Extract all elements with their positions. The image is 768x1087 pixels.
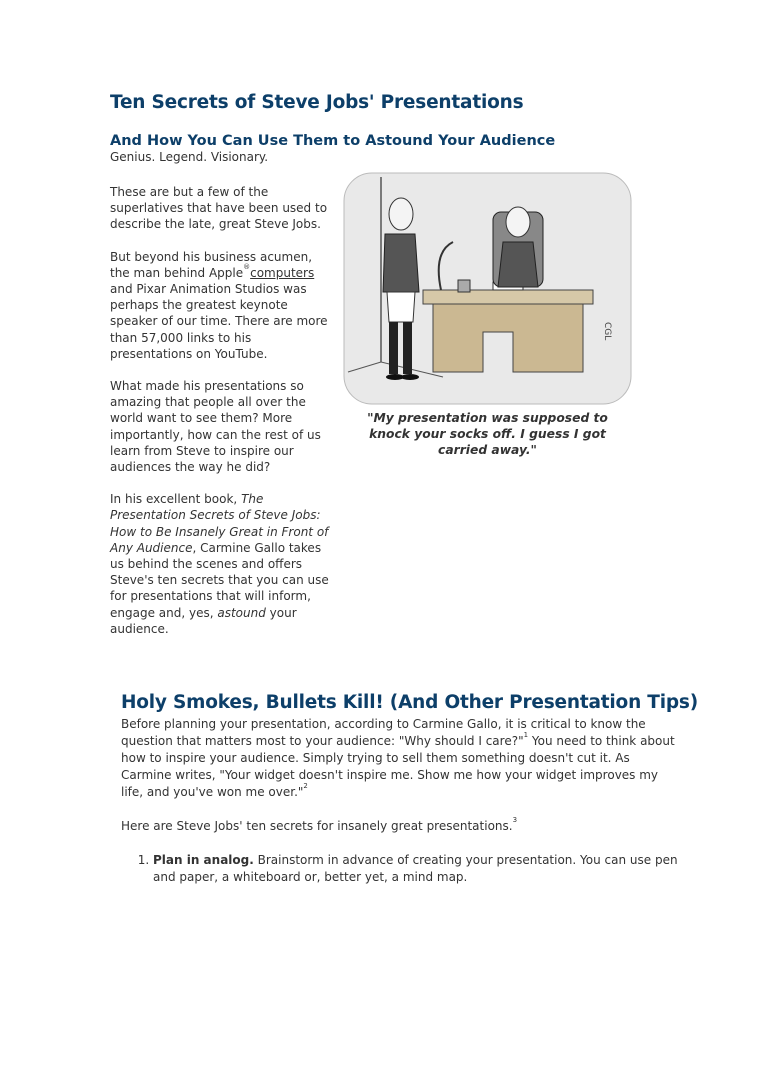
intro-paragraph-1: These are but a few of the superlatives that have been used to describe the late, great Steve Jobs. bbox=[110, 185, 328, 232]
page-title: Ten Secrets of Steve Jobs' Presentations bbox=[110, 92, 524, 113]
tagline: Genius. Legend. Visionary. bbox=[110, 150, 269, 164]
list-item-title: Plan in analog. bbox=[153, 853, 254, 867]
intro-paragraph-4 bbox=[110, 491, 330, 637]
text: Before planning your presentation, according to Carmine Gallo, it is critical to know the question that matters most to your audience: "Why should I care?" bbox=[121, 717, 646, 748]
page-subtitle: And How You Can Use Them to Astound Your Audience bbox=[110, 133, 556, 149]
section-paragraph-1 bbox=[121, 716, 681, 801]
list-item bbox=[153, 852, 681, 886]
cartoon-caption: "My presentation was supposed to knock your socks off. I guess I got carried away." bbox=[367, 411, 608, 457]
section-body bbox=[121, 716, 681, 886]
intro-paragraph-3: What made his presentations so amazing that people all over the world want to see them? More importantly, how can the rest of us learn from Steve to inspire our audiences the way he did? bbox=[110, 379, 321, 475]
footnote-ref: 2 bbox=[303, 782, 308, 790]
cartoon-drawing bbox=[343, 172, 632, 405]
list-item-text: Brainstorm in advance of creating your presentation. You can use pen and paper, a whiteboard or, better yet, a mind map. bbox=[153, 853, 678, 884]
text: Here are Steve Jobs' ten secrets for insanely great presentations. bbox=[121, 819, 513, 833]
book-title: The Presentation Secrets of Steve Jobs: How to Be Insanely Great in Front of Any Audience bbox=[110, 492, 329, 555]
section-paragraph-2 bbox=[121, 818, 681, 835]
emphasis: astound bbox=[217, 605, 266, 620]
cartoonist-signature: CGL bbox=[602, 322, 612, 341]
footnote-ref: 1 bbox=[523, 731, 529, 739]
text: and Pixar Animation Studios was perhaps the greatest keynote speaker of our time. There are more than 57,000 links to his presentations on YouTube. bbox=[110, 282, 328, 361]
section-heading: Holy Smokes, Bullets Kill! (And Other Presentation Tips) bbox=[121, 692, 698, 713]
text: your audience. bbox=[110, 605, 297, 636]
text: But beyond his business acumen, the man behind Apple bbox=[110, 249, 313, 280]
text: , Carmine Gallo takes us behind the scenes and offers Steve's ten secrets that you can use for presentations that will inform, engage and, yes, bbox=[110, 540, 329, 620]
secrets-list bbox=[121, 852, 681, 886]
cartoon-image bbox=[343, 172, 632, 405]
text: In his excellent book, bbox=[110, 492, 242, 507]
registered-mark: ® bbox=[243, 262, 251, 271]
intro-column bbox=[110, 184, 330, 653]
computers-link[interactable]: computers bbox=[250, 265, 315, 280]
text: You need to think about how to inspire your audience. Simply trying to sell them something doesn't cut it. As Carmine writes, "Your widget doesn't inspire me. Show me how your widget improves my life, and you've won me over." bbox=[121, 734, 675, 799]
intro-paragraph-2 bbox=[110, 249, 330, 362]
footnote-ref: 3 bbox=[512, 816, 518, 824]
